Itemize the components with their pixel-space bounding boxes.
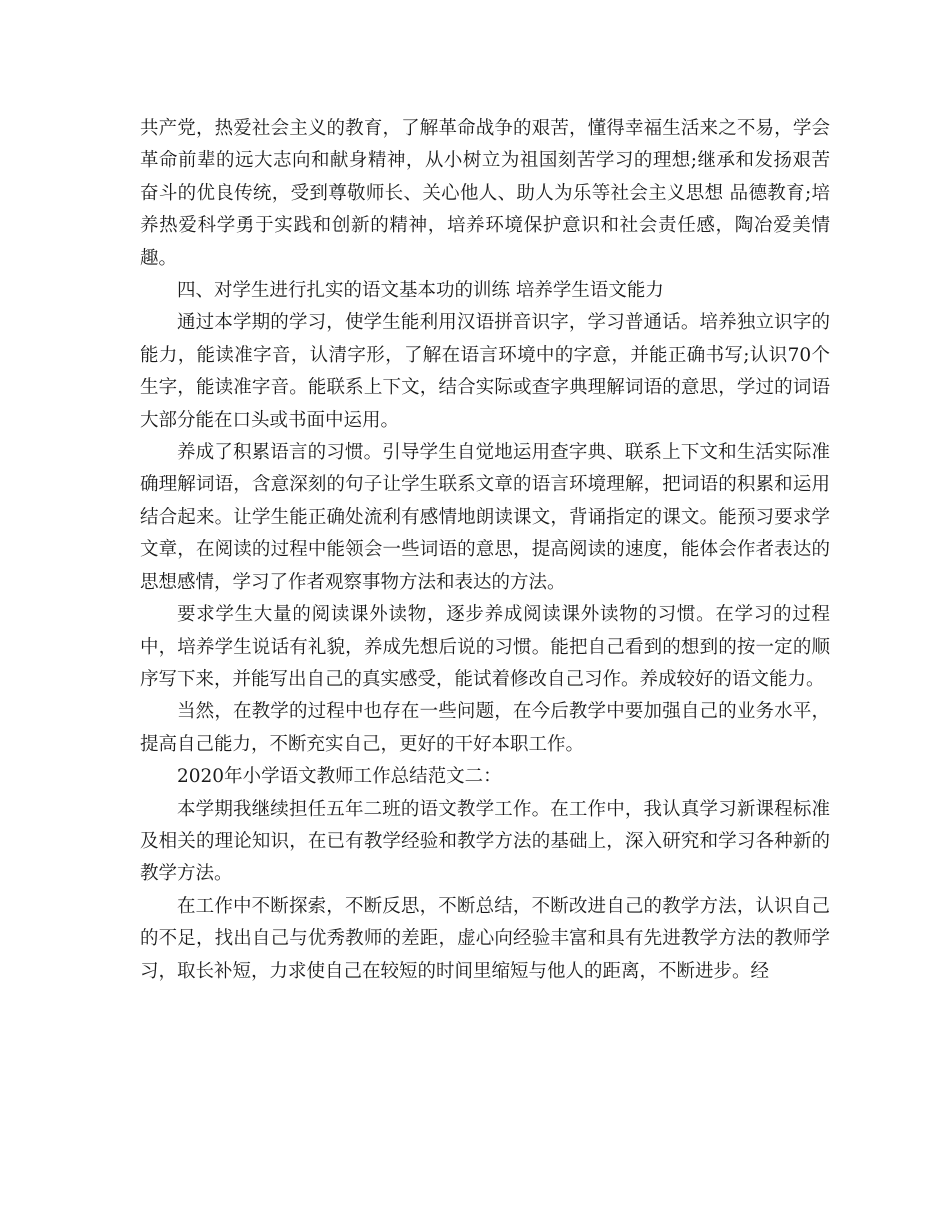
document-body [140,113,830,988]
paragraph: 在工作中不断探索，不断反思，不断总结，不断改进自己的教学方法，认识自己的不足，找出自己与优秀教师的差距，虚心向经验丰富和具有先进教学方法的教师学习，取长补短，力求使自己在较短的时间里缩短与他人的距离，不断进步。经 [140,895,830,982]
paragraph: 通过本学期的学习，使学生能利用汉语拼音识字，学习普通话。培养独立识字的能力，能读准字音，认清字形，了解在语言环境中的字意，并能正确书写;认识70个生字，能读准字音。能联系上下文，结合实际或查字典理解词语的意思，学过的词语大部分能在口头或书面中运用。 [140,312,830,431]
paragraph-continued: 共产党，热爱社会主义的教育，了解革命战争的艰苦，懂得幸福生活来之不易，学会革命前辈的远大志向和献身精神，从小树立为祖国刻苦学习的理想;继承和发扬艰苦奋斗的优良传统，受到尊敬师长、关心他人、助人为乐等社会主义思想 品德教育;培养热爱科学勇于实践和创新的精神，培养环境保护意识和社会责任感，陶冶爱美情趣。 [140,118,830,269]
paragraph: 本学期我继续担任五年二班的语文教学工作。在工作中，我认真学习新课程标准及相关的理论知识，在已有教学经验和教学方法的基础上，深入研究和学习各种新的教学方法。 [140,798,830,885]
paragraph: 养成了积累语言的习惯。引导学生自觉地运用查字典、联系上下文和生活实际准确理解词语，含意深刻的句子让学生联系文章的语言环境理解，把词语的积累和运用结合起来。让学生能正确处流利有感情地朗读课文，背诵指定的课文。能预习要求学文章，在阅读的过程中能领会一些词语的意思，提高阅读的速度，能体会作者表达的思想感情，学习了作者观察事物方法和表达的方法。 [140,442,830,593]
paragraph: 当然，在教学的过程中也存在一些问题，在今后教学中要加强自己的业务水平，提高自己能力，不断充实自己，更好的干好本职工作。 [140,701,830,755]
article-subtitle: 2020年小学语文教师工作总结范文二： [177,766,502,788]
paragraph: 要求学生大量的阅读课外读物，逐步养成阅读课外读物的习惯。在学习的过程中，培养学生说话有礼貌，养成先想后说的习惯。能把自己看到的想到的按一定的顺序写下来，并能写出自己的真实感受，能试着修改自己习作。养成较好的语文能力。 [140,604,830,690]
section-heading: 四、对学生进行扎实的语文基本功的训练 培养学生语文能力 [177,280,664,302]
